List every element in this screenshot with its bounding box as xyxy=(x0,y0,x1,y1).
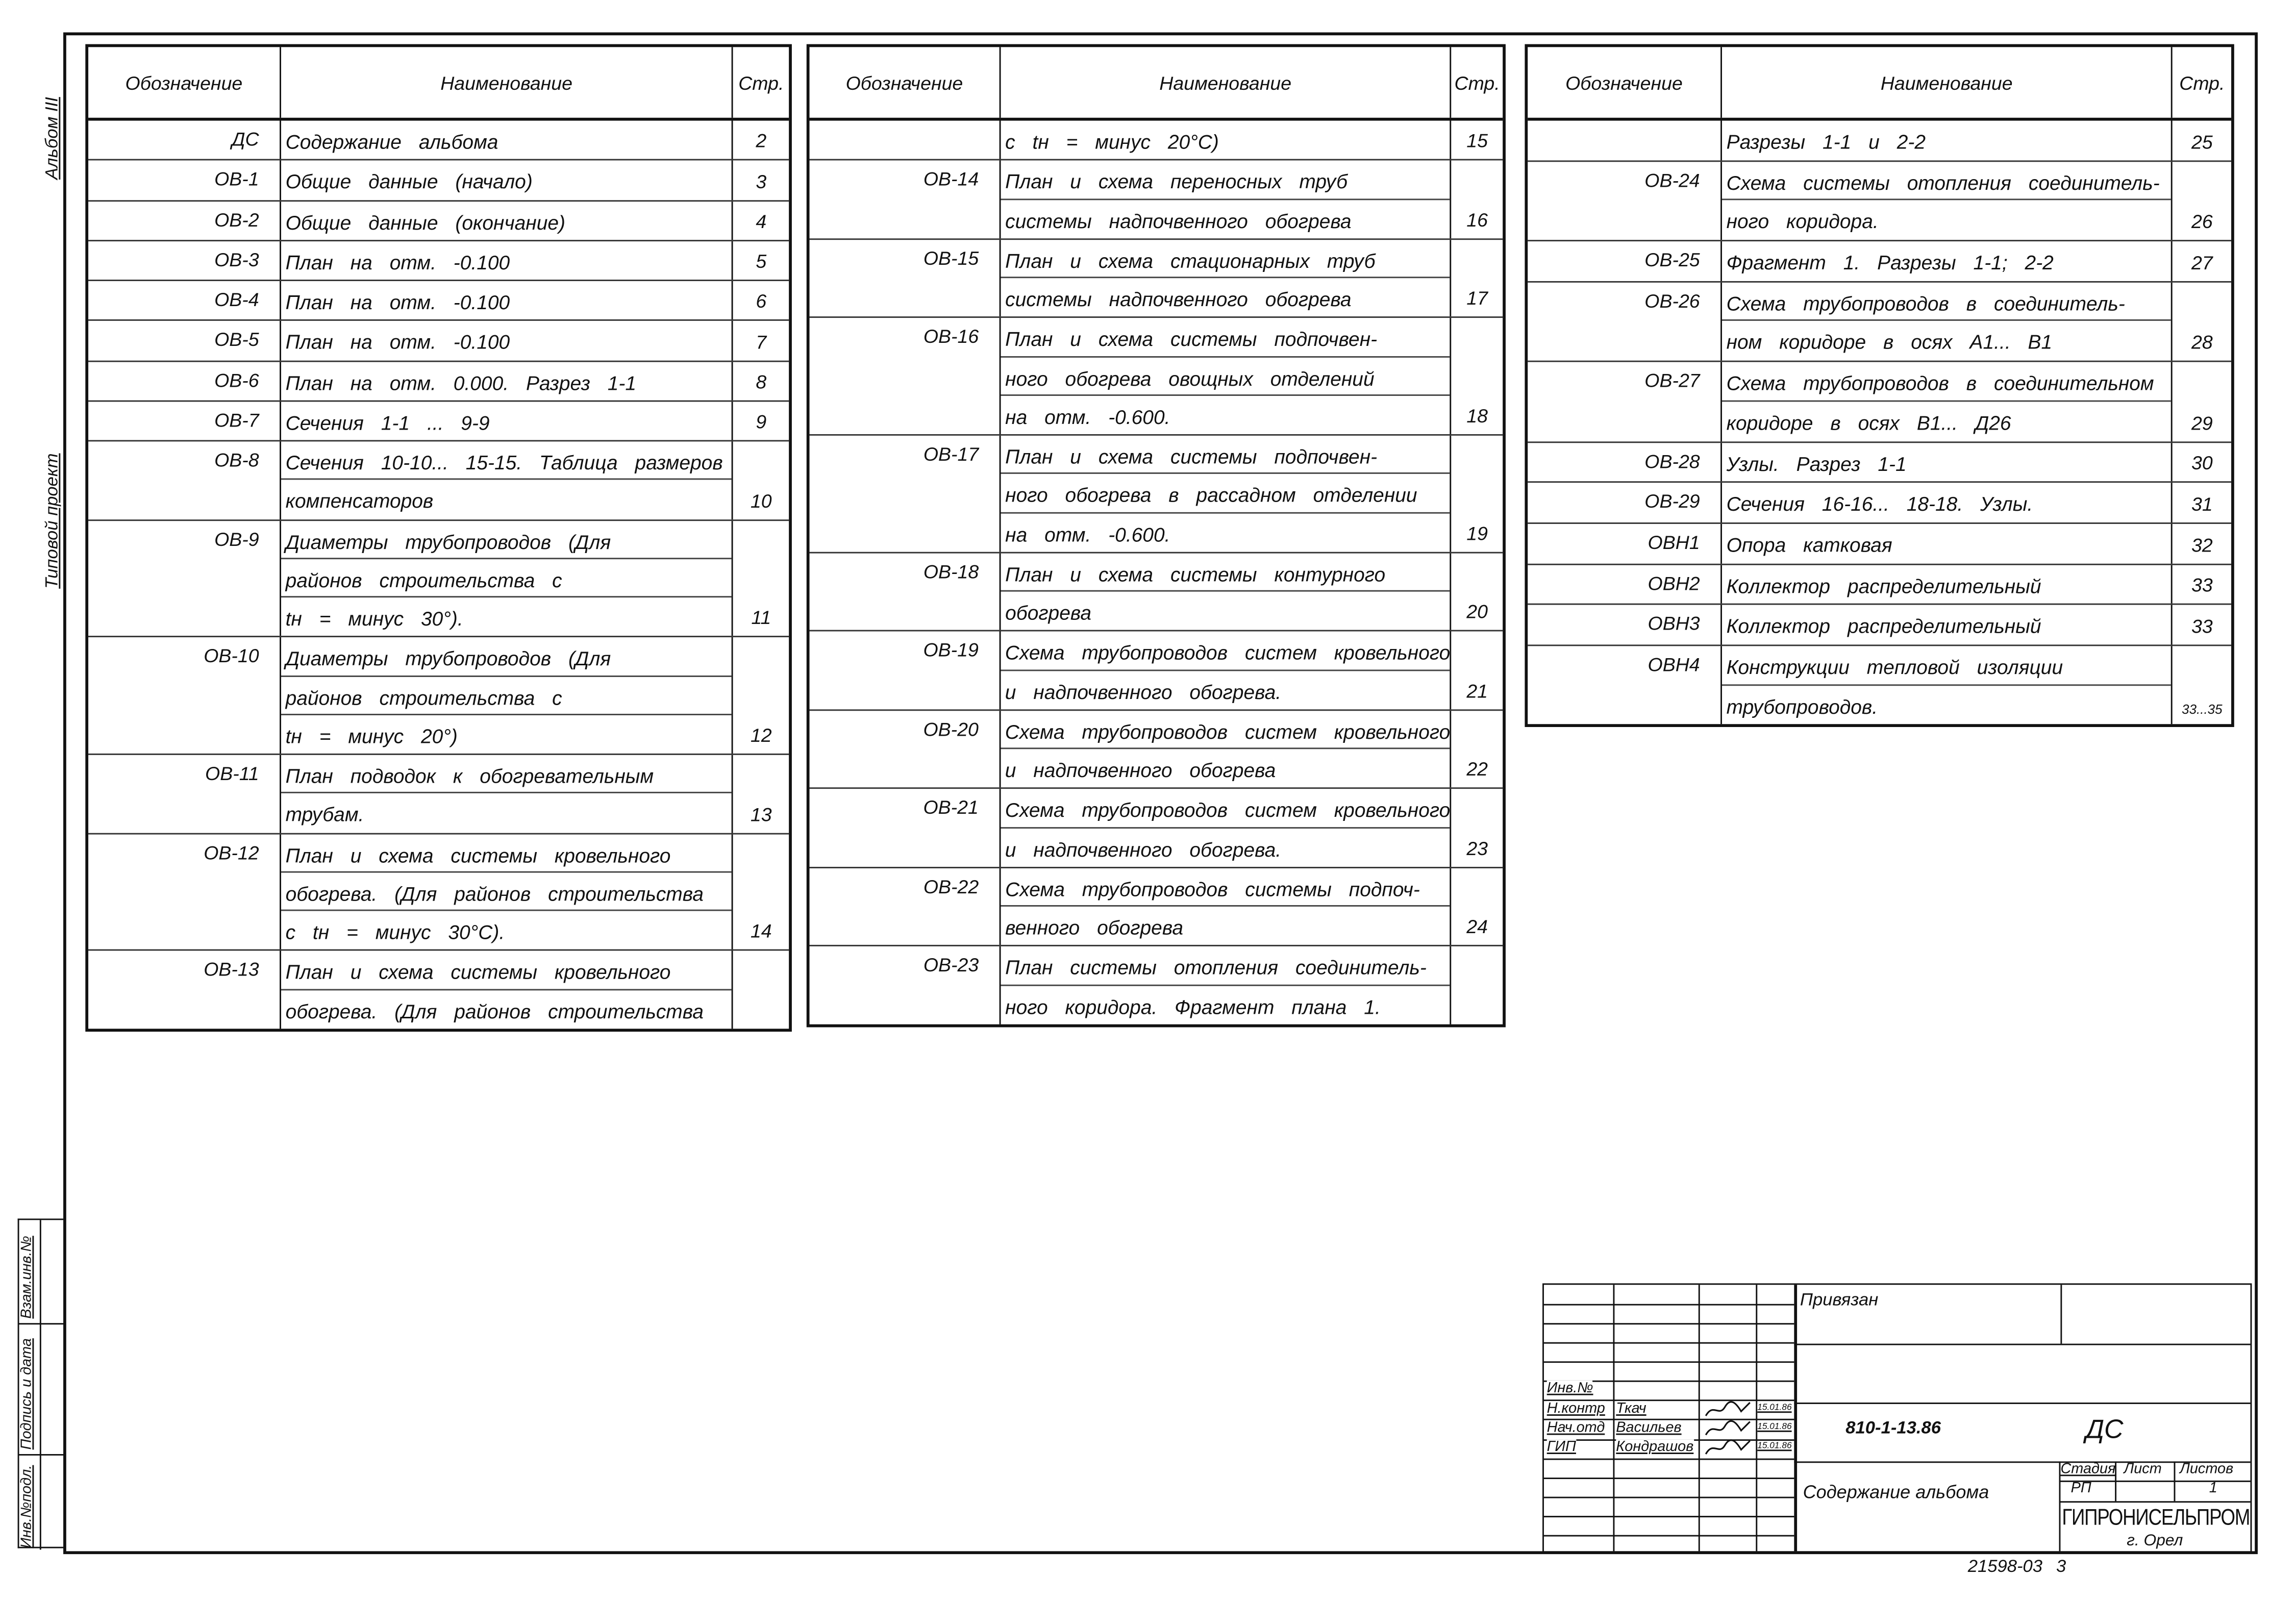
table-header xyxy=(1528,47,2231,120)
signer-date: 15.01.86 xyxy=(1757,1442,1792,1452)
row-designation: ДС xyxy=(88,121,281,160)
row-name xyxy=(281,520,734,636)
row-name-line: tн = минус 20°) xyxy=(285,725,458,748)
row-designation: ОВН2 xyxy=(1528,565,1722,604)
archive-number xyxy=(1968,1556,2066,1576)
header-name: Наименование xyxy=(281,47,734,117)
table-row xyxy=(1528,241,2231,282)
table-row xyxy=(88,952,789,1029)
row-designation: ОВ-7 xyxy=(88,402,281,440)
row-page: 15 xyxy=(1466,130,1488,152)
table-row xyxy=(88,834,789,951)
row-name-line: План и схема системы контурного xyxy=(1001,553,1450,592)
stamp-signature-date: Подпись и дата xyxy=(19,1338,36,1450)
table-row xyxy=(810,436,1503,553)
row-page: 18 xyxy=(1466,405,1488,427)
row-page: 23 xyxy=(1466,837,1488,859)
row-designation: ОВ-15 xyxy=(810,239,1001,316)
signature-icon xyxy=(1702,1419,1755,1439)
row-name xyxy=(281,281,734,320)
header-designation: Обозначение xyxy=(88,47,281,117)
table-row xyxy=(810,553,1503,632)
stamp-replace-inv: Взам.инв.№ xyxy=(19,1236,36,1319)
table-row xyxy=(88,161,789,201)
row-name-line: Коллектор распределительный xyxy=(1726,615,2041,638)
row-designation xyxy=(810,121,1001,160)
table-row xyxy=(88,201,789,241)
row-name xyxy=(281,241,734,280)
row-name-line: Фрагмент 1. Разрезы 1-1; 2-2 xyxy=(1726,252,2054,274)
row-designation: ОВ-9 xyxy=(88,520,281,636)
row-name xyxy=(1001,868,1452,945)
header-page: Стр. xyxy=(2179,71,2225,94)
table-row xyxy=(810,632,1503,710)
row-designation: ОВ-12 xyxy=(88,834,281,949)
row-designation: ОВ-10 xyxy=(88,638,281,754)
row-page: 25 xyxy=(2191,130,2213,153)
row-name xyxy=(281,952,734,1029)
table-header xyxy=(810,47,1503,120)
row-name-line: План и схема системы кровельного xyxy=(281,952,732,990)
table-row xyxy=(1528,524,2231,565)
row-name-line: Содержание альбома xyxy=(285,131,498,153)
row-name xyxy=(1722,565,2173,604)
archive-code: 21598-03 xyxy=(1967,1556,2043,1577)
row-designation: ОВ-2 xyxy=(88,201,281,240)
row-name xyxy=(1722,483,2173,522)
stamp-orig-inv: Инв.№подл. xyxy=(19,1465,36,1548)
row-name xyxy=(1722,524,2173,563)
row-page: 19 xyxy=(1466,522,1488,544)
row-designation: ОВ-23 xyxy=(810,947,1001,1024)
row-name-line: системы надпочвенного обогрева xyxy=(1005,288,1352,311)
stage-label: Стадия xyxy=(2060,1461,2116,1478)
row-name xyxy=(1722,442,2173,482)
row-name xyxy=(281,402,734,440)
row-designation: ОВН3 xyxy=(1528,606,1722,645)
row-name xyxy=(1001,711,1452,788)
row-name-line: трубам. xyxy=(285,804,364,827)
row-page: 33 xyxy=(2191,574,2213,597)
row-name-line: ного коридора. Фрагмент плана 1. xyxy=(1005,995,1381,1018)
signer-date: 15.01.86 xyxy=(1757,1423,1792,1432)
row-name xyxy=(1722,362,2173,441)
row-page: 22 xyxy=(1466,758,1488,781)
table-header xyxy=(88,47,789,120)
row-name xyxy=(1722,241,2173,281)
row-name-line: План подводок к обогревательным xyxy=(281,755,732,794)
table-row xyxy=(1528,362,2231,442)
row-designation: ОВ-26 xyxy=(1528,282,1722,361)
row-name-line: районов строительства с xyxy=(281,559,732,598)
row-page: 8 xyxy=(756,370,767,393)
row-name-line: ного коридора. xyxy=(1726,211,1879,233)
row-designation: ОВ-4 xyxy=(88,281,281,320)
table-row xyxy=(1528,483,2231,524)
row-page: 26 xyxy=(2191,210,2213,233)
signer-role: Н.контр xyxy=(1546,1401,1605,1417)
row-page: 21 xyxy=(1466,679,1488,702)
row-page: 12 xyxy=(750,724,772,746)
table-row xyxy=(1528,565,2231,606)
row-page: 14 xyxy=(750,920,772,943)
row-page: 32 xyxy=(2191,534,2213,556)
row-name xyxy=(281,201,734,240)
row-name-line: Коллектор распределительный xyxy=(1726,574,2041,597)
row-name-line: Диаметры трубопроводов (Для xyxy=(281,520,732,559)
table-row xyxy=(88,241,789,281)
row-name-line: на отм. -0.600. xyxy=(1005,406,1170,428)
row-name xyxy=(281,834,734,949)
row-name-line: на отм. -0.600. xyxy=(1005,523,1170,545)
row-name-line: Конструкции тепловой изоляции xyxy=(1722,646,2172,685)
row-page: 7 xyxy=(756,330,767,353)
row-page: 10 xyxy=(750,489,772,512)
row-name-line: Схема системы отопления соединитель- xyxy=(1722,161,2172,201)
row-designation: ОВ-21 xyxy=(810,789,1001,866)
contents-table-3 xyxy=(1525,44,2234,728)
row-page: 6 xyxy=(756,290,767,313)
row-name xyxy=(1001,318,1452,434)
row-designation: ОВ-11 xyxy=(88,755,281,832)
table-row xyxy=(810,239,1503,318)
row-name-line: трубопроводов. xyxy=(1726,695,1878,718)
table-row xyxy=(1528,121,2231,162)
row-name-line: Схема трубопроводов в соединитель- xyxy=(1722,282,2172,321)
row-page: 31 xyxy=(2191,493,2213,515)
header-name: Наименование xyxy=(1722,47,2173,117)
row-name xyxy=(281,361,734,400)
row-name xyxy=(1722,161,2173,240)
row-designation: ОВ-3 xyxy=(88,241,281,280)
table-row xyxy=(1528,646,2231,724)
stage-value: РП xyxy=(2070,1480,2091,1497)
row-designation: ОВ-18 xyxy=(810,553,1001,630)
table-row xyxy=(88,361,789,402)
row-designation: ОВ-27 xyxy=(1528,362,1722,441)
header-designation: Обозначение xyxy=(1528,47,1721,117)
row-name xyxy=(1722,606,2173,645)
row-name xyxy=(1722,121,2173,160)
row-name-line: Схема трубопроводов системы подпоч- xyxy=(1001,868,1450,907)
table-row xyxy=(810,161,1503,239)
row-name-line: План и схема переносных труб xyxy=(1001,161,1450,199)
row-page: 16 xyxy=(1466,208,1488,231)
row-name xyxy=(281,161,734,199)
row-name-line: с tн = минус 20°С) xyxy=(1005,131,1219,153)
table-row xyxy=(810,789,1503,868)
project-label: Типовой проект xyxy=(41,453,62,589)
row-name xyxy=(1001,161,1452,238)
signer-date: 15.01.86 xyxy=(1757,1404,1792,1413)
row-name-line: Опора катковая xyxy=(1726,534,1892,557)
row-designation: ОВН1 xyxy=(1528,524,1722,563)
table-row xyxy=(88,121,789,161)
inv-label: Инв.№ xyxy=(1546,1380,1593,1397)
row-designation: ОВ-25 xyxy=(1528,241,1722,281)
row-name-line: и надпочвенного обогрева. xyxy=(1005,838,1282,861)
row-name-line: План системы отопления соединитель- xyxy=(1001,947,1450,986)
row-designation: ОВ-14 xyxy=(810,161,1001,238)
row-page: 5 xyxy=(756,250,767,272)
city: г. Орел xyxy=(2127,1532,2183,1550)
table-row xyxy=(88,321,789,362)
table-row xyxy=(1528,282,2231,362)
row-designation: ОВ-24 xyxy=(1528,161,1722,240)
sheet-title: Содержание альбома xyxy=(1803,1482,1989,1503)
row-page: 17 xyxy=(1466,287,1488,310)
row-name-line: коридоре в осях В1... Д26 xyxy=(1726,412,2011,434)
row-designation: ОВ-20 xyxy=(810,711,1001,788)
table-row xyxy=(810,868,1503,946)
row-name-line: План и схема системы подпочвен- xyxy=(1001,318,1450,357)
row-name xyxy=(281,121,734,160)
album-label: Альбом III xyxy=(41,97,62,180)
table-row xyxy=(88,442,789,520)
row-page: 30 xyxy=(2191,452,2213,474)
row-page: 13 xyxy=(750,803,772,825)
row-designation: ОВН4 xyxy=(1528,646,1722,724)
row-name-line: и надпочвенного обогрева. xyxy=(1005,681,1282,703)
row-name-line: План на отм. -0.100 xyxy=(285,291,510,314)
row-name-line: с tн = минус 30°С). xyxy=(285,921,505,944)
row-name-line: Схема трубопроводов систем кровельного xyxy=(1001,711,1450,749)
row-name-line: tн = минус 30°). xyxy=(285,608,463,630)
signer-name: Васильев xyxy=(1616,1420,1682,1437)
row-name xyxy=(1722,282,2173,361)
row-name-line: обогрева. (Для районов строительства xyxy=(281,872,732,911)
signer-name: Кондрашов xyxy=(1616,1439,1694,1456)
row-designation: ОВ-28 xyxy=(1528,442,1722,482)
table-row xyxy=(88,520,789,638)
sheets-value: 1 xyxy=(2209,1480,2217,1497)
row-name-line: План и схема системы кровельного xyxy=(281,834,732,872)
row-name-line: и надпочвенного обогрева xyxy=(1005,759,1276,782)
row-page: 33 xyxy=(2191,615,2213,638)
table-row xyxy=(1528,442,2231,483)
row-name-line: Схема трубопроводов систем кровельного xyxy=(1001,789,1450,828)
row-page: 29 xyxy=(2191,411,2213,434)
signature-icon xyxy=(1702,1399,1755,1420)
row-designation: ОВ-19 xyxy=(810,632,1001,709)
row-page: 28 xyxy=(2191,331,2213,354)
row-name-line: Узлы. Разрез 1-1 xyxy=(1726,453,1907,475)
row-name xyxy=(1001,436,1452,552)
sheet-code: ДС xyxy=(2085,1414,2124,1444)
row-page: 24 xyxy=(1466,915,1488,938)
signature-icon xyxy=(1702,1438,1755,1459)
row-name-line: обогрева xyxy=(1005,602,1092,624)
row-name-line: ном коридоре в осях А1... В1 xyxy=(1726,332,2053,354)
row-designation: ОВ-22 xyxy=(810,868,1001,945)
row-designation: ОВ-13 xyxy=(88,952,281,1029)
contents-table-2 xyxy=(807,44,1506,1027)
table-row xyxy=(88,281,789,321)
project-code: 810-1-13.86 xyxy=(1845,1417,1941,1438)
header-name: Наименование xyxy=(1001,47,1452,117)
header-designation: Обозначение xyxy=(810,47,1001,117)
row-name-line: План на отм. 0.000. Разрез 1-1 xyxy=(285,371,637,394)
row-name-line: План на отм. -0.100 xyxy=(285,251,510,273)
row-designation: ОВ-5 xyxy=(88,321,281,360)
organization: ГИПРОНИСЕЛЬПРОМ xyxy=(2062,1505,2250,1531)
row-name xyxy=(281,321,734,360)
row-name xyxy=(1001,121,1452,160)
row-name xyxy=(1001,789,1452,866)
row-page xyxy=(733,952,789,1029)
row-name-line: Диаметры трубопроводов (Для xyxy=(281,638,732,677)
row-name-line: ного обогрева овощных отделений xyxy=(1001,357,1450,396)
row-designation: ОВ-17 xyxy=(810,436,1001,552)
row-page: 33...35 xyxy=(2182,703,2223,717)
table-row xyxy=(88,638,789,755)
row-page: 2 xyxy=(756,130,767,152)
row-designation: ОВ-1 xyxy=(88,161,281,199)
row-name-line: Общие данные (окончание) xyxy=(285,211,566,234)
row-name-line: районов строительства с xyxy=(281,677,732,715)
row-page: 20 xyxy=(1466,601,1488,623)
title-block xyxy=(1542,1283,2252,1553)
row-page: 3 xyxy=(756,170,767,192)
contents-table-1 xyxy=(85,44,792,1032)
table-row xyxy=(810,711,1503,789)
header-page: Стр. xyxy=(738,71,784,94)
row-name-line: Схема трубопроводов систем кровельного xyxy=(1001,632,1450,670)
row-name-line: План на отм. -0.100 xyxy=(285,331,510,354)
table-row xyxy=(1528,161,2231,241)
row-name-line: обогрева. (Для районов строительства xyxy=(285,1000,704,1022)
row-name xyxy=(1001,632,1452,709)
row-name-line: Разрезы 1-1 и 2-2 xyxy=(1726,131,1926,153)
row-name-line: План и схема стационарных труб xyxy=(1001,239,1450,278)
row-name xyxy=(1001,239,1452,316)
row-page: 4 xyxy=(756,210,767,233)
row-name-line: компенсаторов xyxy=(285,490,434,513)
row-name-line: Схема трубопроводов в соединительном xyxy=(1722,362,2172,402)
row-page xyxy=(1452,947,1503,1024)
row-name-line: ного обогрева в рассадном отделении xyxy=(1001,474,1450,513)
signer-role: Нач.отд xyxy=(1546,1420,1605,1437)
table-row xyxy=(810,318,1503,436)
row-name xyxy=(1001,553,1452,630)
bound-label: Привязан xyxy=(1800,1289,1879,1310)
row-name-line: План и схема системы подпочвен- xyxy=(1001,436,1450,474)
row-name-line: Сечения 10-10... 15-15. Таблица размеров xyxy=(281,442,732,481)
row-page: 9 xyxy=(756,411,767,433)
row-name xyxy=(1001,947,1452,1024)
table-row xyxy=(88,755,789,834)
signer-role: ГИП xyxy=(1546,1439,1576,1456)
row-name xyxy=(1722,646,2173,724)
row-name-line: венного обогрева xyxy=(1005,917,1183,939)
sheet-label: Лист xyxy=(2124,1461,2162,1478)
table-row xyxy=(1528,606,2231,646)
archive-page: 3 xyxy=(2056,1556,2066,1577)
row-name-line: системы надпочвенного обогрева xyxy=(1005,210,1352,232)
table-row xyxy=(810,947,1503,1024)
row-page: 27 xyxy=(2191,251,2213,273)
header-page: Стр. xyxy=(1454,71,1500,94)
row-designation: ОВ-29 xyxy=(1528,483,1722,522)
row-name-line: Сечения 1-1 ... 9-9 xyxy=(285,412,490,434)
row-designation xyxy=(1528,121,1722,160)
row-designation: ОВ-8 xyxy=(88,442,281,519)
row-designation: ОВ-16 xyxy=(810,318,1001,434)
sheets-label: Листов xyxy=(2180,1461,2234,1478)
row-name xyxy=(281,442,734,519)
table-row xyxy=(810,121,1503,161)
row-page: 11 xyxy=(751,607,771,629)
signer-name: Ткач xyxy=(1616,1401,1646,1417)
row-designation: ОВ-6 xyxy=(88,361,281,400)
row-name xyxy=(281,755,734,832)
row-name xyxy=(281,638,734,754)
row-name-line: Сечения 16-16... 18-18. Узлы. xyxy=(1726,493,2033,516)
row-name-line: Общие данные (начало) xyxy=(285,171,533,193)
table-row xyxy=(88,402,789,442)
